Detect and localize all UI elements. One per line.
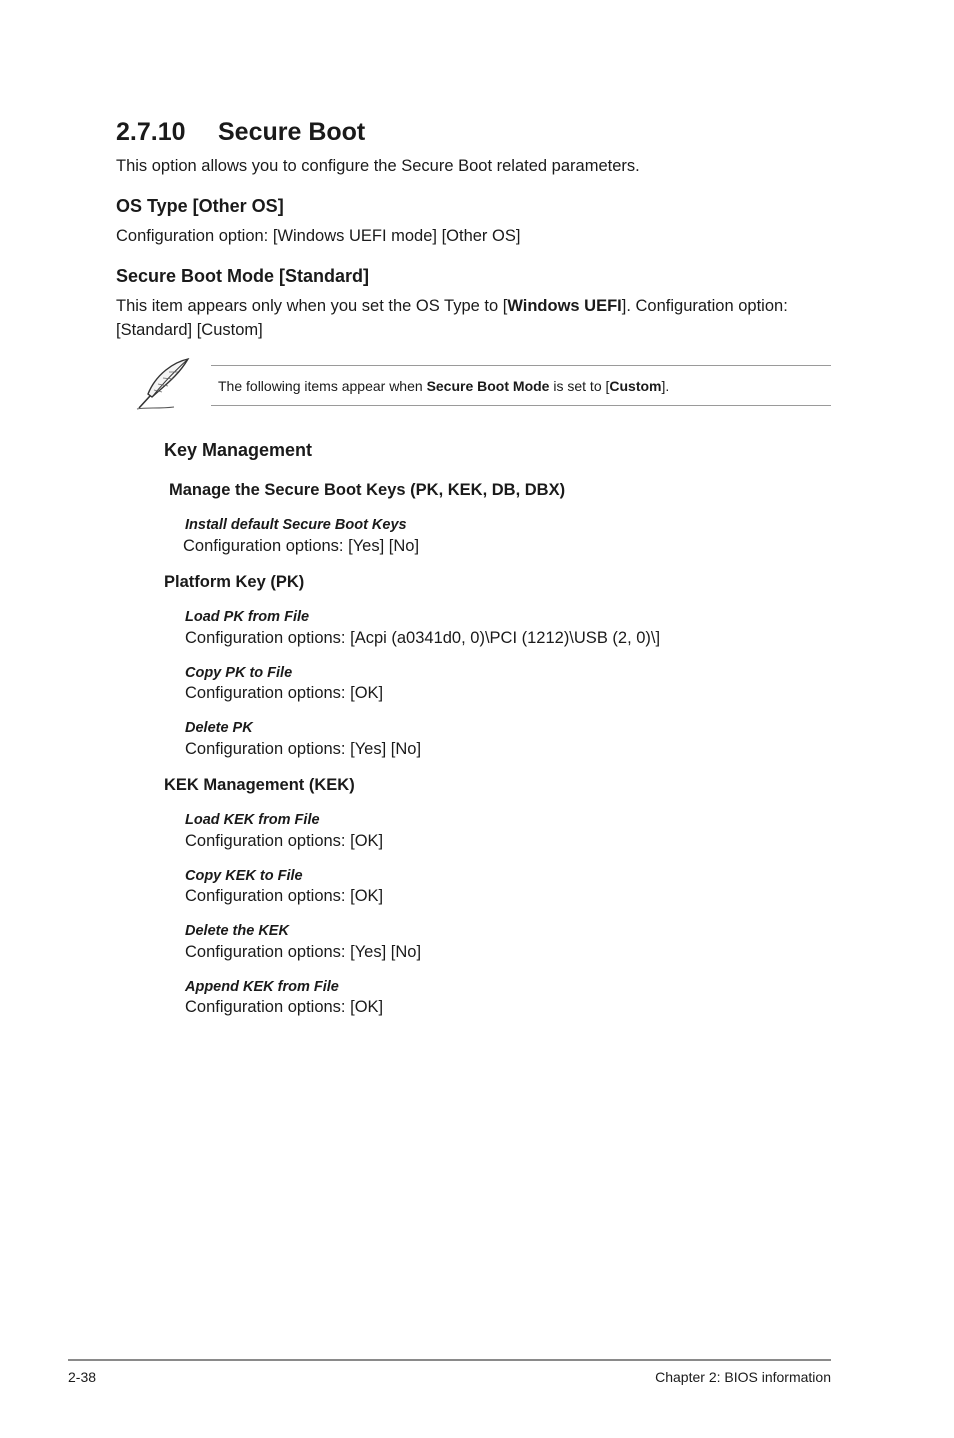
section-intro: This option allows you to configure the Secure Boot related parameters.: [116, 157, 640, 175]
section-title: [116, 118, 365, 147]
sbm-text-after: ]. Configuration option:: [621, 297, 788, 315]
install-default-keys-options: Configuration options: [Yes] [No]: [183, 537, 420, 555]
feather-quill-icon: [134, 356, 192, 412]
copy-kek-options: Configuration options: [OK]: [185, 887, 384, 905]
os-type-heading: OS Type [Other OS]: [116, 196, 284, 216]
secure-boot-mode-heading: Secure Boot Mode [Standard]: [116, 266, 370, 286]
footer-page-number: 2-38: [68, 1369, 97, 1385]
note-text-middle: is set to [: [549, 378, 610, 394]
load-pk-options: Configuration options: [Acpi (a0341d0, 0)\PCI (1212)\USB (2, 0)\]: [185, 629, 661, 647]
delete-pk-label: Delete PK: [185, 720, 253, 736]
os-type-text: Configuration option: [Windows UEFI mode] [Other OS]: [116, 227, 521, 245]
append-kek-options: Configuration options: [OK]: [185, 998, 384, 1016]
secure-boot-mode-line1: [116, 297, 788, 316]
note-bottom-rule: [211, 405, 831, 406]
note-bold-custom: Custom: [609, 378, 662, 394]
section-title-text: Secure Boot: [218, 118, 366, 146]
note-text-before: The following items appear when: [218, 378, 427, 394]
delete-kek-options: Configuration options: [Yes] [No]: [185, 943, 422, 961]
footer-rule: [68, 1359, 831, 1361]
secure-boot-mode-line2: [Standard] [Custom]: [116, 321, 263, 339]
sbm-text-before: This item appears only when you set the OS Type to [: [116, 297, 508, 315]
load-pk-label: Load PK from File: [185, 609, 310, 625]
manage-keys-heading: Manage the Secure Boot Keys (PK, KEK, DB, DBX): [169, 481, 566, 499]
delete-kek-label: Delete the KEK: [185, 923, 289, 939]
copy-pk-options: Configuration options: [OK]: [185, 684, 384, 702]
kek-management-heading: KEK Management (KEK): [164, 776, 355, 794]
note-text: [218, 378, 669, 394]
delete-pk-options: Configuration options: [Yes] [No]: [185, 740, 422, 758]
footer-chapter: Chapter 2: BIOS information: [655, 1369, 831, 1385]
copy-kek-label: Copy KEK to File: [185, 868, 303, 884]
note-bold-mode: Secure Boot Mode: [426, 378, 550, 394]
note-text-after: ].: [661, 378, 670, 394]
sbm-text-bold: Windows UEFI: [507, 297, 622, 315]
section-number: 2.7.10: [116, 118, 186, 146]
copy-pk-label: Copy PK to File: [185, 665, 293, 681]
append-kek-label: Append KEK from File: [185, 979, 339, 995]
note-top-rule: [211, 365, 831, 366]
load-kek-options: Configuration options: [OK]: [185, 832, 384, 850]
load-kek-label: Load KEK from File: [185, 812, 320, 828]
platform-key-heading: Platform Key (PK): [164, 573, 305, 591]
key-management-heading: Key Management: [164, 440, 313, 460]
install-default-keys-label: Install default Secure Boot Keys: [185, 517, 407, 533]
